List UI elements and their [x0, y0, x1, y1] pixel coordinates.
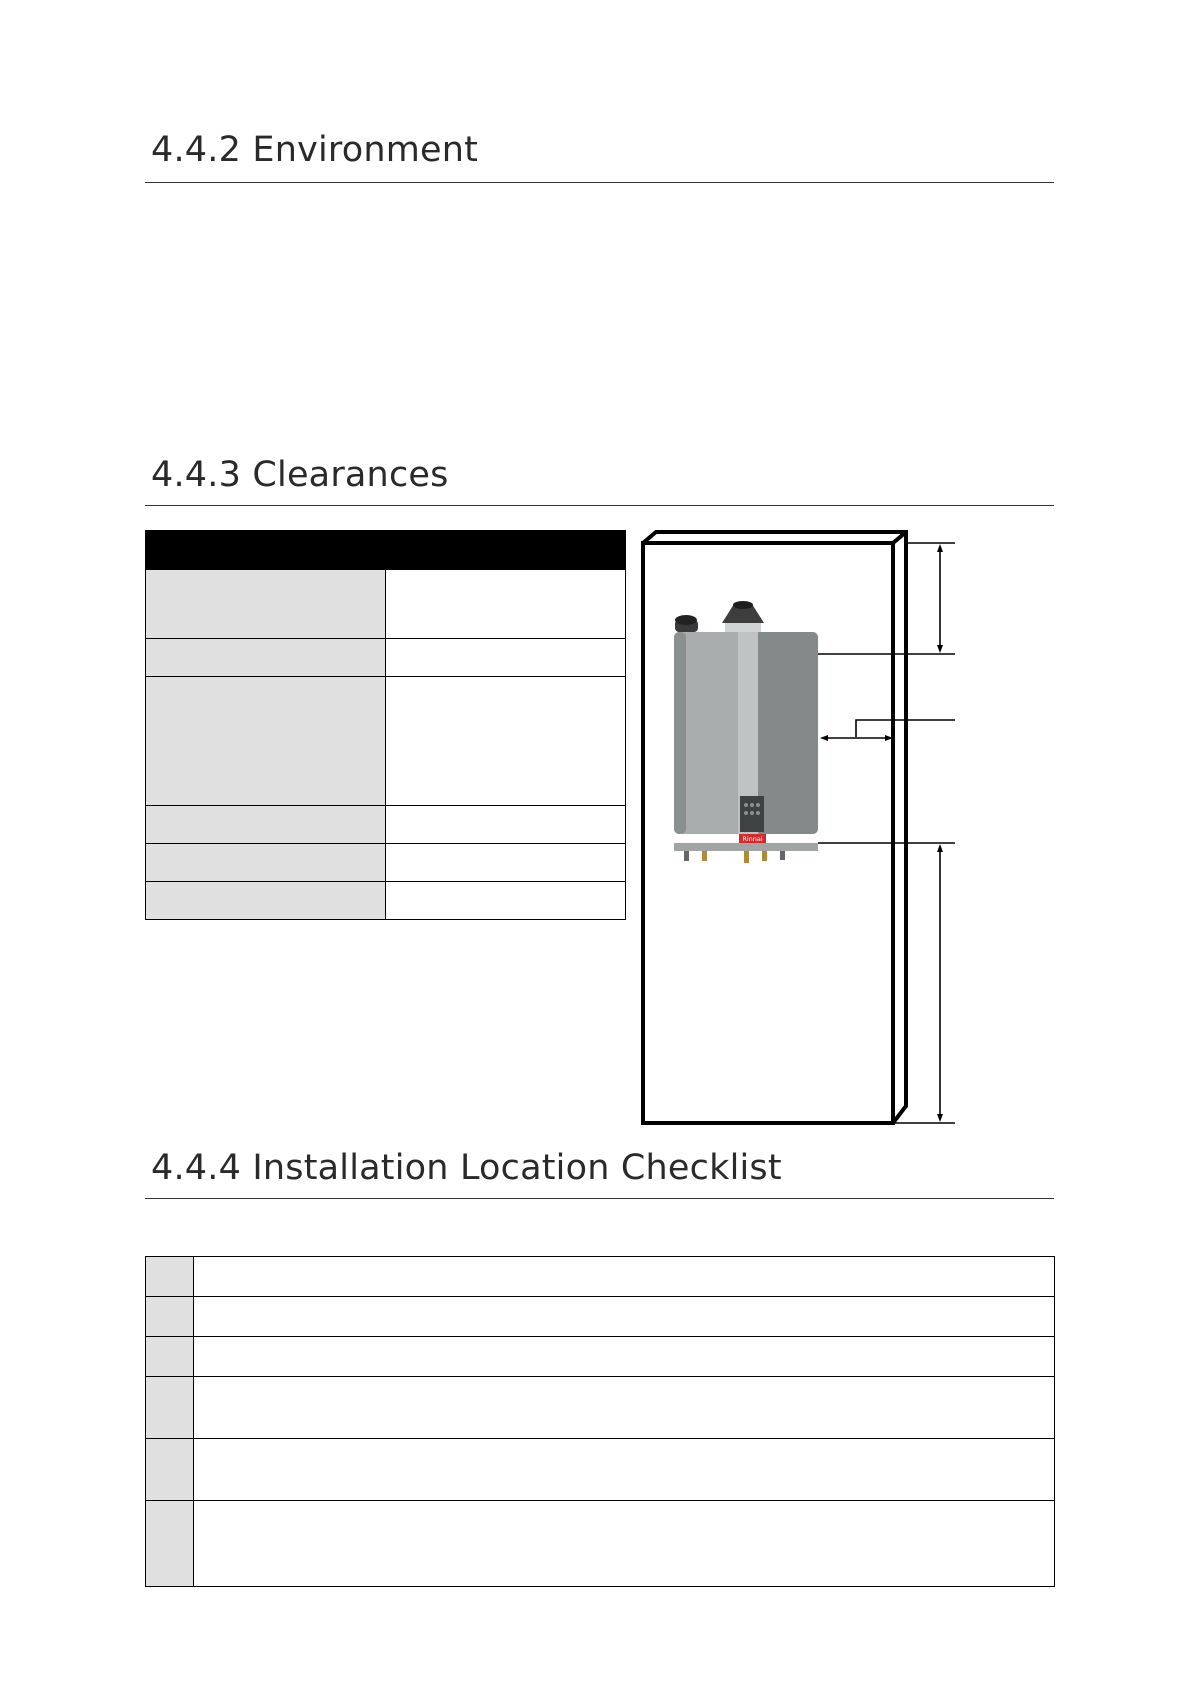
section-title-clearances: 4.4.3 Clearances — [151, 455, 449, 495]
section-title-environment: 4.4.2 Environment — [151, 130, 479, 170]
checklist-row — [146, 1439, 1055, 1501]
clearance-value-cell — [386, 570, 626, 639]
checkbox-cell[interactable] — [146, 1257, 194, 1297]
checklist-text-cell — [194, 1439, 1055, 1501]
section-divider — [145, 182, 1054, 183]
table-row — [146, 570, 626, 639]
checklist-row — [146, 1257, 1055, 1297]
checkbox-cell[interactable] — [146, 1501, 194, 1587]
checkbox-cell[interactable] — [146, 1297, 194, 1337]
water-heater-illustration — [674, 601, 818, 863]
clearance-value-cell — [386, 677, 626, 806]
checkbox-cell[interactable] — [146, 1377, 194, 1439]
dimension-lines — [818, 543, 955, 1123]
checklist-row — [146, 1337, 1055, 1377]
clearance-diagram — [640, 528, 970, 1128]
checkbox-cell[interactable] — [146, 1337, 194, 1377]
checklist-row — [146, 1297, 1055, 1337]
clearance-value-cell — [386, 806, 626, 844]
clearance-label-cell — [146, 806, 386, 844]
checklist-text-cell — [194, 1257, 1055, 1297]
table-header-cell — [146, 531, 386, 570]
checklist-text-cell — [194, 1501, 1055, 1587]
clearance-value-cell — [386, 882, 626, 920]
checklist-row — [146, 1501, 1055, 1587]
table-row — [146, 882, 626, 920]
table-header-row — [146, 531, 626, 570]
clearance-label-cell — [146, 882, 386, 920]
heater-brand-label: Rinnai — [742, 835, 763, 843]
clearance-label-cell — [146, 844, 386, 882]
table-row — [146, 677, 626, 806]
checkbox-cell[interactable] — [146, 1439, 194, 1501]
table-row — [146, 639, 626, 677]
table-row — [146, 844, 626, 882]
clearance-label-cell — [146, 677, 386, 806]
section-divider — [145, 1198, 1054, 1199]
checklist-text-cell — [194, 1337, 1055, 1377]
clearance-value-cell — [386, 639, 626, 677]
checklist-text-cell — [194, 1297, 1055, 1337]
table-header-cell — [386, 531, 626, 570]
section-divider — [145, 505, 1054, 506]
clearance-label-cell — [146, 639, 386, 677]
clearance-value-cell — [386, 844, 626, 882]
checklist-table — [145, 1256, 1055, 1587]
section-title-checklist: 4.4.4 Installation Location Checklist — [151, 1148, 782, 1188]
checklist-text-cell — [194, 1377, 1055, 1439]
clearance-label-cell — [146, 570, 386, 639]
clearances-table — [145, 530, 626, 920]
checklist-row — [146, 1377, 1055, 1439]
table-row — [146, 806, 626, 844]
